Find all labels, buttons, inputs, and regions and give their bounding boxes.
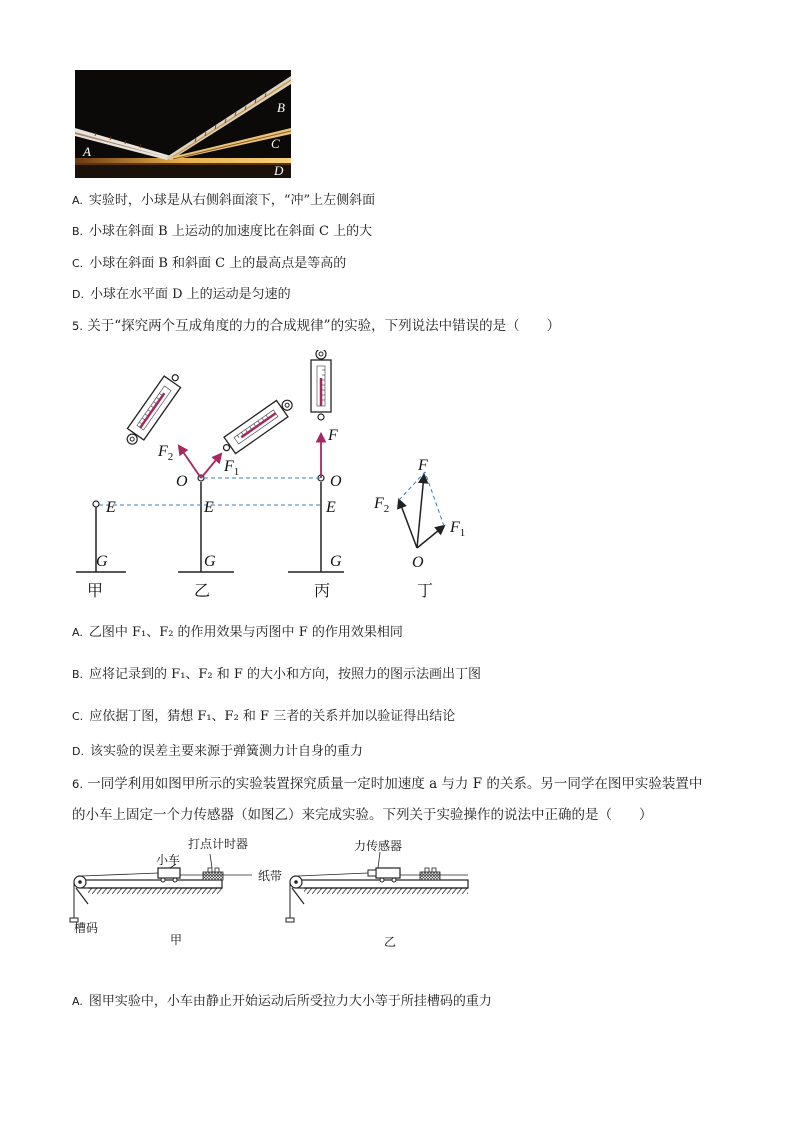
label-E-yi: E [204, 499, 214, 516]
option-text: 小球在斜面 B 和斜面 C 上的最高点是等高的 [89, 256, 347, 271]
option-label: D. [72, 288, 84, 301]
q6-stem-line2 [72, 805, 653, 825]
label-F1-yi: $F_1$ [224, 458, 240, 478]
cart-experiment-diagram [62, 834, 482, 954]
option-label: C. [72, 710, 84, 723]
label-G-jia: G [96, 553, 108, 570]
question-number: 6. [72, 777, 83, 791]
label-G-yi: G [204, 553, 216, 570]
label-A: A [83, 144, 91, 159]
option-text: 乙图中 F₁、F₂ 的作用效果与丙图中 F 的作用效果相同 [88, 625, 403, 640]
label-timer: 打点计时器 [188, 837, 249, 851]
force-composition-diagram [70, 350, 490, 610]
label-C: C [271, 136, 280, 151]
label-G-bing: G [330, 553, 342, 570]
option-label: B. [72, 668, 84, 681]
q5-option-d [72, 743, 363, 761]
label-weight: 槽码 [74, 921, 99, 935]
option-text: 应将记录到的 F₁、F₂ 和 F 的大小和方向，按照力的图示法画出丁图 [89, 667, 482, 682]
label-F-ding: F [418, 457, 428, 474]
label-sensor: 力传感器 [354, 839, 403, 853]
option-text: 应依据丁图，猜想 F₁、F₂ 和 F 三者的关系并加以验证得出结论 [89, 709, 456, 724]
option-text: 小球在斜面 B 上运动的加速度比在斜面 C 上的大 [89, 224, 373, 239]
option-text: 小球在水平面 D 上的运动是匀速的 [89, 287, 291, 302]
option-label: D. [72, 745, 84, 758]
label-O-ding: O [412, 554, 424, 571]
option-label: A. [72, 626, 83, 639]
panel-label-bing: 丙 [314, 583, 331, 600]
q4-option-c [72, 255, 346, 273]
label-cart: 小车 [156, 853, 181, 867]
label-tape: 纸带 [258, 869, 283, 883]
option-text: 实验时，小球是从右侧斜面滚下，“冲”上左侧斜面 [88, 193, 376, 208]
label-O-yi: O [176, 473, 188, 490]
q4-option-a [72, 192, 375, 210]
panel-label-jia: 甲 [87, 583, 104, 600]
q6-option-a [72, 993, 492, 1011]
q6-stem-line1 [72, 774, 702, 794]
label-F-bing: F [328, 427, 338, 444]
panel-label-yi: 乙 [384, 935, 397, 949]
q4-option-d [72, 286, 291, 304]
q5-stem [72, 316, 560, 336]
panel-label-yi: 乙 [194, 583, 211, 600]
label-E-bing: E [326, 499, 336, 516]
label-F1-ding: $F_1$ [450, 519, 466, 539]
option-label: C. [72, 257, 84, 270]
label-O-bing: O [330, 473, 342, 490]
q5-option-a [72, 624, 403, 642]
question-number: 5. [72, 319, 83, 333]
option-label: B. [72, 225, 84, 238]
inclined-planes-photo [75, 70, 291, 178]
label-F2-ding: $F_2$ [374, 495, 390, 515]
option-text: 图甲实验中，小车由静止开始运动后所受拉力大小等于所挂槽码的重力 [88, 994, 492, 1009]
label-E-jia: E [106, 499, 116, 516]
panel-label-jia: 甲 [170, 933, 183, 947]
option-label: A. [72, 194, 83, 207]
panel-label-ding: 丁 [417, 583, 434, 600]
option-label: A. [72, 995, 83, 1008]
label-F2-yi: $F_2$ [158, 443, 174, 463]
option-text: 该实验的误差主要来源于弹簧测力计自身的重力 [89, 744, 363, 759]
question-text: 的小车上固定一个力传感器（如图乙）来完成实验。下列关于实验操作的说法中正确的是（ ） [72, 807, 653, 823]
label-B: B [277, 100, 285, 115]
question-text: 一同学利用如图甲所示的实验装置探究质量一定时加速度 a 与力 F 的关系。另一同学在图甲实验装置中 [87, 776, 703, 792]
label-D: D [274, 163, 284, 178]
q4-option-b [72, 223, 372, 241]
q5-option-b [72, 666, 481, 684]
q5-option-c [72, 708, 455, 726]
question-text: 关于“探究两个互成角度的力的合成规律”的实验，下列说法中错误的是（ ） [87, 318, 561, 334]
